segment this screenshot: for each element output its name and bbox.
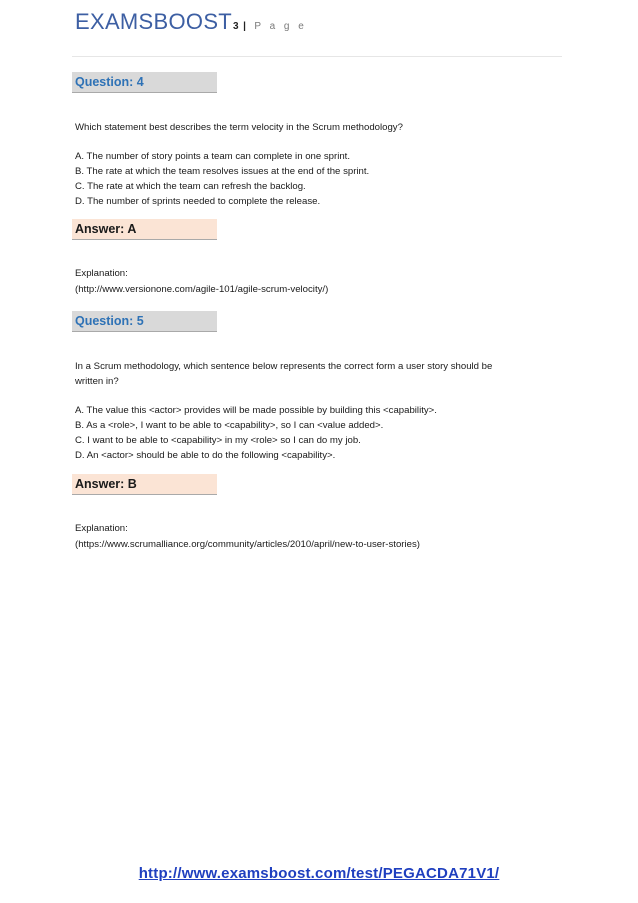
question-4-option-d: D. The number of sprints needed to complete the release. <box>75 196 321 207</box>
question-4-heading: Question: 4 <box>72 72 217 93</box>
question-4-option-c: C. The rate at which the team can refresh the backlog. <box>75 181 306 192</box>
question-5-option-b: B. As a <role>, I want to be able to <capability>, so I can <value added>. <box>75 420 384 431</box>
page-word: P a g e <box>254 21 307 32</box>
question-4-text: Which statement best describes the term velocity in the Scrum methodology? <box>75 122 403 133</box>
answer-4-heading: Answer: A <box>72 219 217 240</box>
explanation-4-link: (http://www.versionone.com/agile-101/agile-scrum-velocity/) <box>75 284 329 295</box>
explanation-4-label: Explanation: <box>75 268 128 279</box>
question-4-option-b: B. The rate at which the team resolves issues at the end of the sprint. <box>75 166 370 177</box>
question-5-option-a: A. The value this <actor> provides will be made possible by building this <capability>. <box>75 405 437 416</box>
question-4-option-a: A. The number of story points a team can complete in one sprint. <box>75 151 350 162</box>
question-5-heading: Question: 5 <box>72 311 217 332</box>
question-5-text-line-1: In a Scrum methodology, which sentence below represents the correct form a user story should be <box>75 361 493 372</box>
question-5-option-d: D. An <actor> should be able to do the following <capability>. <box>75 450 336 461</box>
page-number: 3 <box>233 21 239 32</box>
brand-name: EXAMSBOOST <box>75 9 233 34</box>
footer-link[interactable]: http://www.examsboost.com/test/PEGACDA71V1/ <box>138 865 500 882</box>
question-5-text-line-2: written in? <box>75 376 119 387</box>
answer-5-heading: Answer: B <box>72 474 217 495</box>
explanation-5-link: (https://www.scrumalliance.org/community/articles/2010/april/new-to-user-stories) <box>75 539 420 550</box>
header-divider <box>72 56 562 57</box>
page-separator: | <box>243 21 246 32</box>
question-5-option-c: C. I want to be able to <capability> in my <role> so I can do my job. <box>75 435 361 446</box>
page-header <box>75 9 307 35</box>
explanation-5-label: Explanation: <box>75 523 128 534</box>
